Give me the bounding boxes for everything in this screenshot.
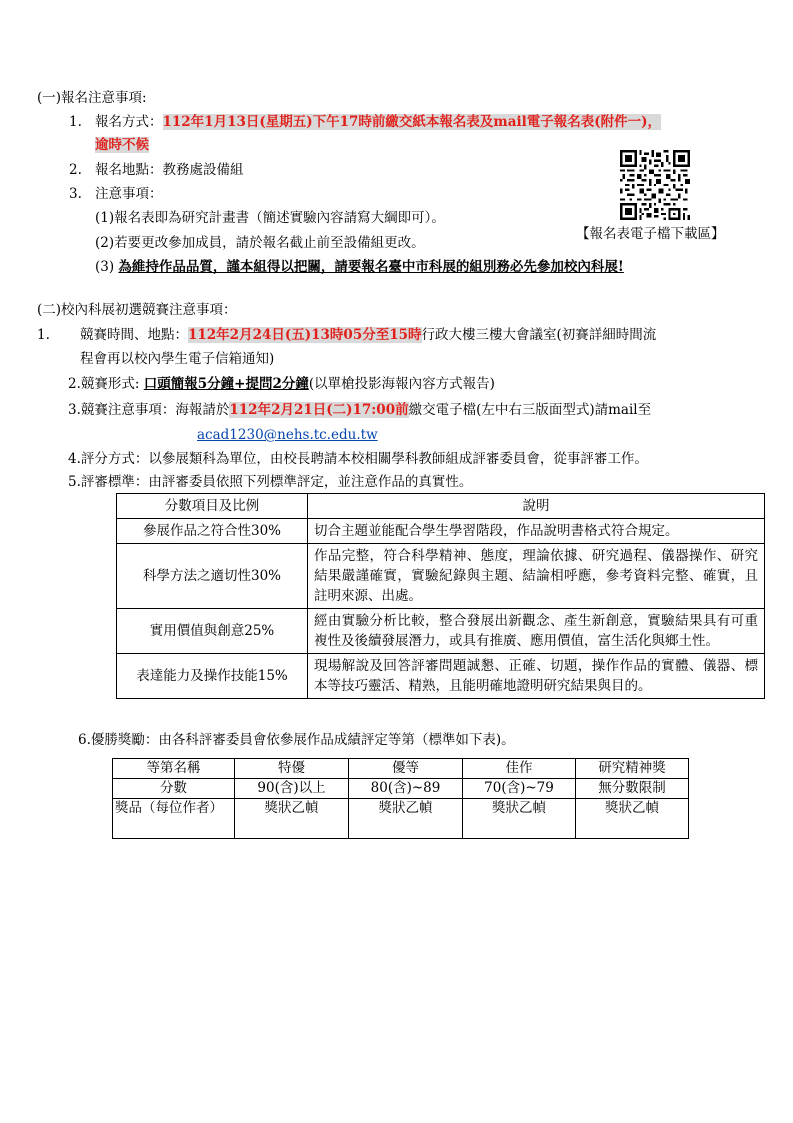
s2-item2-rest: (以單槍投影海報內容方式報告) [308,376,495,392]
criterion-name: 參展作品之符合性30% [117,519,308,544]
item1-number: 1. [69,114,82,130]
s2-item3-rest: 繳交電子檔(左中右三版面型式)請mail至 [408,402,652,418]
scoring-header-item: 分數項目及比例 [117,494,308,519]
table-row [117,654,765,699]
s2-item3-line [68,400,651,420]
item2-text: 報名地點：教務處設備組 [95,162,244,178]
note-1: (1)報名表即為研究計畫書（簡述實驗內容請寫大綱即可）。 [95,210,445,226]
scoring-header-row [117,494,765,519]
prize-cell: 特優 [235,759,349,779]
criterion-name: 實用價值與創意25% [117,609,308,654]
prize-cell: 研究精神獎 [576,759,689,779]
criterion-desc: 切合主題並能配合學生學習階段，作品說明書格式符合規定。 [308,519,765,544]
s2-item4: 4.評分方式：以參展類科為單位，由校長聘請本校相關學科教師組成評審委員會，從事評審工作。 [68,451,648,467]
prize-cell: 90(含)以上 [235,779,349,799]
s2-item1-number: 1. [37,327,50,343]
prize-table [112,758,689,839]
s2-item2-line [68,374,495,394]
table-row [117,519,765,544]
scoring-criteria-table [116,493,765,699]
s2-item1-time: 112年2月24日(五)13時05分至15時 [188,327,422,343]
table-row [117,609,765,654]
s2-item3-deadline: 112年2月21日(二)17:00前 [229,402,409,418]
s2-item2-label: 2.競賽形式: [68,376,144,392]
prize-cell: 70(含)~79 [463,779,576,799]
note-3 [95,257,624,277]
section1-title: (一)報名注意事項: [37,90,147,106]
criterion-name: 表達能力及操作技能15% [117,654,308,699]
s2-item3-label: 3.競賽注意事項：海報請於 [68,402,230,418]
criterion-name: 科學方法之適切性30% [117,544,308,609]
email-link[interactable]: acad1230@nehs.tc.edu.tw [197,427,378,443]
prize-cell: 獎狀乙幀 [349,799,463,839]
scoring-header-desc: 說明 [308,494,765,519]
s2-item6: 6.優勝獎勵：由各科評審委員會依參展作品成績評定等第（標準如下表)。 [78,732,515,748]
item2-number: 2. [69,162,82,178]
s2-item1-rest: 行政大樓三樓大會議室(初賽詳細時間流 [421,327,657,343]
item1-deadline: 112年1月13日(星期五)下午17時前繳交紙本報名表及mail電子報名表(附件一)， [162,114,661,130]
s2-item1-line [80,325,656,345]
criterion-desc: 現場解說及回答評審問題誠懇、正確、切題，操作作品的實體、儀器、標本等技巧靈活、精熟，且能明確地證明研究結果與目的。 [308,654,765,699]
note-3-text: 為維持作品品質，謹本組得以把關，請要報名臺中市科展的組別務必先參加校內科展! [118,259,624,275]
qr-code-icon[interactable] [620,150,690,220]
table-row [113,799,689,839]
prize-cell: 分數 [113,779,235,799]
table-row [113,779,689,799]
prize-cell: 佳作 [463,759,576,779]
s2-item1-line2: 程會再以校內學生電子信箱通知) [80,351,275,367]
criterion-desc: 作品完整，符合科學精神、態度，理論依據、研究過程、儀器操作、研究結果嚴謹確實，實驗紀錄與主題、結論相呼應，參考資料完整、確實，且註明來源、出處。 [308,544,765,609]
prize-cell: 無分數限制 [576,779,689,799]
table-row [113,759,689,779]
s2-item2-format: 口頭簡報5分鐘+提問2分鐘 [143,376,309,392]
prize-cell: 獎品（每位作者） [113,799,235,839]
prize-cell: 等第名稱 [113,759,235,779]
note-3-number: (3) [95,259,115,275]
prize-cell: 獎狀乙幀 [235,799,349,839]
qr-caption: 【報名表電子檔下載區】 [576,226,725,242]
prize-cell: 80(含)~89 [349,779,463,799]
table-row [117,544,765,609]
prize-cell: 獎狀乙幀 [576,799,689,839]
item3-number: 3. [69,186,82,202]
item1-line [95,112,661,132]
item1-late-note: 逾時不候 [95,137,149,153]
item1-label: 報名方式： [95,114,163,130]
prize-cell: 獎狀乙幀 [463,799,576,839]
section2-title: (二)校內科展初選競賽注意事項： [37,302,237,318]
criterion-desc: 經由實驗分析比較，整合發展出新觀念、產生新創意，實驗結果具有可重複性及後續發展潛力，或具有推廣、應用價值，富生活化與鄉土性。 [308,609,765,654]
note-2: (2)若要更改參加成員，請於報名截止前至設備組更改。 [95,235,425,251]
s2-item1-label: 競賽時間、地點： [80,327,188,343]
prize-cell: 優等 [349,759,463,779]
item1-line2 [95,135,149,155]
item3-text: 注意事項： [95,186,163,202]
s2-item5: 5.評審標準：由評審委員依照下列標準評定，並注意作品的真實性。 [68,474,473,490]
